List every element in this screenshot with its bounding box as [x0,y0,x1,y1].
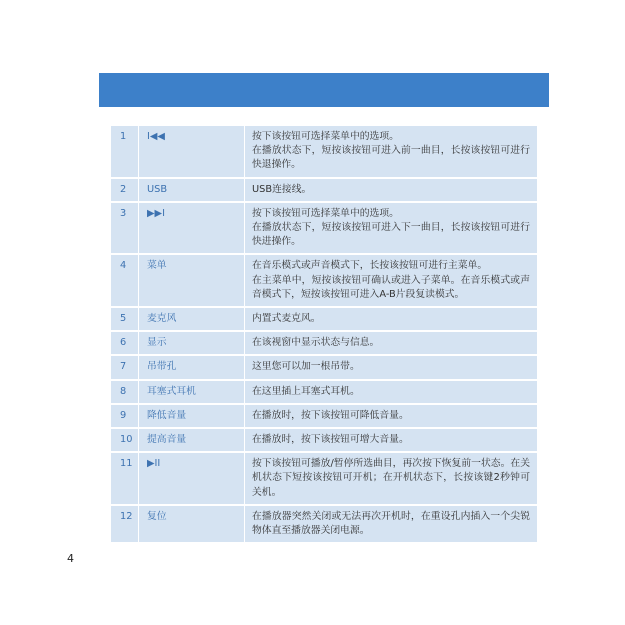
row-number: 10 [111,428,139,452]
row-name: 提高音量 [139,428,245,452]
row-number: 5 [111,307,139,331]
row-name: 耳塞式耳机 [139,380,245,404]
row-name: 吊带孔 [139,355,245,379]
row-number: 4 [111,254,139,307]
description-line: 在播放状态下，短按该按钮可进入前一曲目，长按该按钮可进行快退操作。 [252,145,530,171]
row-description [245,404,538,428]
row-number: 12 [111,505,139,543]
row-name: 菜单 [139,254,245,307]
row-number: 9 [111,404,139,428]
description-line: 在该视窗中显示状态与信息。 [252,337,380,349]
table-row [111,428,538,452]
table-row [111,307,538,331]
row-number: 3 [111,202,139,255]
description-line: 在这里插上耳塞式耳机。 [252,385,360,397]
row-description [245,126,538,178]
row-description [245,178,538,202]
table-row [111,331,538,355]
description-line: 在音乐模式或声音模式下，长按该按钮可进行主菜单。 [252,260,488,272]
description-line: 内置式麦克风。 [252,313,321,325]
previous-track-icon: I◀◀ [139,126,245,178]
row-description [245,202,538,255]
row-description [245,428,538,452]
description-line: 在播放时，按下该按钮可增大音量。 [252,434,409,446]
row-description [245,307,538,331]
table-row [111,254,538,307]
row-number: 6 [111,331,139,355]
description-line: 在播放状态下，短按该按钮可进入下一曲目，长按该按钮可进行快进操作。 [252,222,530,248]
row-number: 8 [111,380,139,404]
table-row [111,126,538,178]
description-line: 在播放器突然关闭或无法再次开机时，在重设孔内插入一个尖锐物体直至播放器关闭电源。 [252,510,530,537]
table-row [111,452,538,505]
table-row [111,355,538,379]
row-description [245,452,538,505]
row-name: 麦克风 [139,307,245,331]
table-row [111,380,538,404]
row-description [245,355,538,379]
row-name: 降低音量 [139,404,245,428]
row-description [245,331,538,355]
row-name: USB [139,178,245,202]
row-number: 11 [111,452,139,505]
next-track-icon: ▶▶I [139,202,245,255]
description-line: 按下该按钮可选择菜单中的选项。 [252,207,399,219]
page-number: 4 [67,552,74,565]
controls-table [111,126,538,544]
table-row [111,178,538,202]
row-name: 复位 [139,505,245,543]
description-line: 按下该按钮可选择菜单中的选项。 [252,131,399,142]
description-line: 按下该按钮可播放/暂停所选曲目，再次按下恢复前一状态。在关机状态下短按该按钮可开机；在开机状态下，长按该键2秒钟可关机。 [252,458,530,498]
row-number: 7 [111,355,139,379]
table-row [111,505,538,543]
description-line: USB连接线。 [252,183,312,195]
row-description [245,505,538,543]
table-row [111,404,538,428]
row-number: 2 [111,178,139,202]
row-description [245,380,538,404]
header-bar [99,73,549,107]
play-pause-icon: ▶II [139,452,245,505]
table-row [111,202,538,255]
row-number: 1 [111,126,139,178]
description-line: 这里您可以加一根吊带。 [252,361,360,373]
description-line: 在播放时，按下该按钮可降低音量。 [252,409,409,421]
row-description [245,254,538,307]
description-line: 在主菜单中，短按该按钮可确认或进入子菜单。在音乐模式或声音模式下，短按该按钮可进入A-B片段复读模式。 [252,274,530,300]
row-name: 显示 [139,331,245,355]
